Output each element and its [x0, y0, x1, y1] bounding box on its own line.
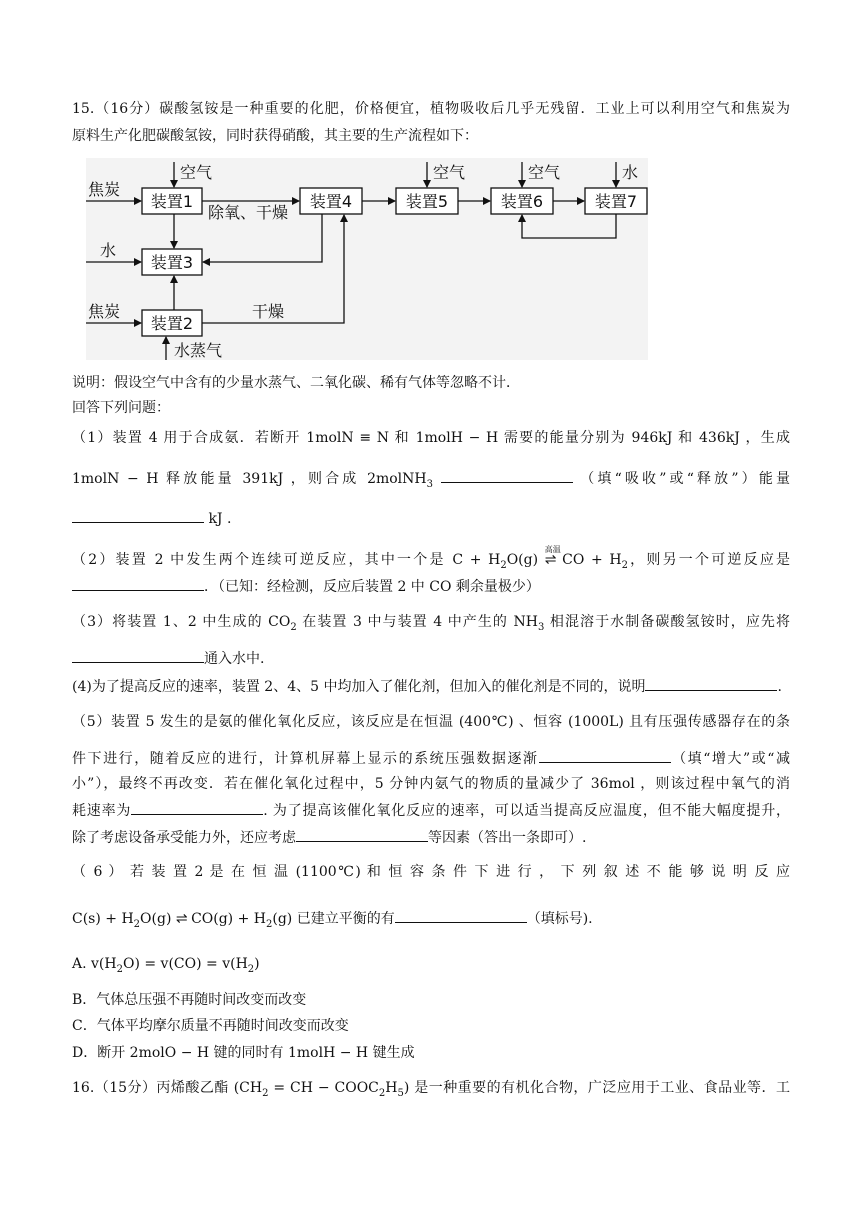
- label-device-6: 装置6: [500, 192, 544, 211]
- label-device-4: 装置4: [309, 192, 353, 211]
- production-flow-diagram: [86, 158, 648, 360]
- answer-blank-2[interactable]: [72, 576, 204, 591]
- q16-line-a: 16.（15分）丙烯酸乙酯 ($CH_2$ = CH − $COOC_2H_5$) 是一种重要的有机化合物，广泛应用于工业、食品业等．工: [72, 1080, 790, 1099]
- part-5-line-e: 除了考虑设备承受能力外，还应考虑 等因素（答出一条即可）.: [72, 827, 586, 848]
- reversible-arrow: ⇌: [175, 912, 187, 927]
- answer-blank-6[interactable]: [395, 908, 527, 923]
- part-6-line-a: （ 6 ） 若 装 置 2 是 在 恒 温 (1100℃) 和 恒 容 条 件 下 进 行 ， 下 列 叙 述 不 能 够 说 明 反 应: [72, 864, 790, 880]
- part-5-line-a: （5）装置 5 发生的是氨的催化氧化反应，该反应是在恒温 (400℃) 、恒容 (1000L) 且有压强传感器存在的条: [72, 714, 790, 730]
- q15-line-1: 15.（16分）碳酸氢铵是一种重要的化肥，价格便宜，植物吸收后几乎无残留．工业上可以利用空气和焦炭为: [72, 101, 790, 117]
- label-coke-1: 焦炭: [88, 180, 121, 199]
- label-device-2: 装置2: [150, 314, 194, 333]
- answer-blank-1b[interactable]: [72, 508, 204, 523]
- part-5-line-c: 小”），最终不再改变．若在催化氧化过程中，5 分钟内氨气的物质的量减少了 36mol ，则该过程中氧气的消: [72, 776, 790, 792]
- label-air-5: 空气: [433, 163, 466, 182]
- part-6-line-b: $C(s) + H_2O(g)$ ⇌ $CO(g) + H_2(g)$ 已建立平衡的有 （填标号).: [72, 908, 593, 935]
- label-steam: 水蒸气: [174, 341, 223, 360]
- answer-blank-5a[interactable]: [539, 748, 671, 763]
- label-device-7: 装置7: [594, 192, 638, 211]
- option-d[interactable]: D．断开 2molO − H 键的同时有 1molH − H 键生成: [72, 1045, 415, 1061]
- answer-blank-3[interactable]: [72, 648, 204, 663]
- label-device-1: 装置1: [150, 192, 194, 211]
- q15-line-2: 原料生产化肥碳酸氢铵，同时获得硝酸，其主要的生产流程如下：: [72, 128, 478, 144]
- part-3-line-b: 通入水中.: [72, 648, 264, 669]
- part-1-line-c: kJ .: [72, 508, 231, 529]
- part-5-line-d: 耗速率为 . 为了提高该催化氧化反应的速率，可以适当提高反应温度，但不能大幅度提升，: [72, 800, 790, 821]
- label-water-3: 水: [100, 241, 117, 260]
- label-coke-2: 焦炭: [88, 302, 121, 321]
- answer-blank-5b[interactable]: [131, 800, 263, 815]
- part-2-line-b: ．（已知：经检测，反应后装置 2 中 CO 剩余量极少）: [72, 576, 540, 597]
- label-dry: 干燥: [252, 302, 285, 321]
- intro: 回答下列问题：: [72, 400, 170, 416]
- label-device-3: 装置3: [150, 253, 194, 272]
- part-5-line-b: 件下进行，随着反应的进行，计算机屏幕上显示的系统压强数据逐渐 （填“增大”或“减: [72, 748, 790, 769]
- option-a[interactable]: A. $v(H_2O) = v(CO) = v(H_2)$: [72, 956, 260, 975]
- note: 说明：假设空气中含有的少量水蒸气、二氧化碳、稀有气体等忽略不计．: [72, 375, 520, 391]
- label-water-7: 水: [622, 163, 639, 182]
- label-air-1: 空气: [180, 163, 213, 182]
- reversible-arrow-high-temp: 高温 ⇌: [544, 545, 561, 568]
- answer-blank-1a[interactable]: [441, 468, 573, 483]
- label-deoxidize-dry: 除氧、干燥: [208, 203, 289, 222]
- part-3-line-a: （3）将装置 1、2 中生成的 $CO_2$ 在装置 3 中与装置 4 中产生的 $NH_3$ 相混溶于水制备碳酸氢铵时，应先将: [72, 614, 790, 633]
- label-air-6: 空气: [528, 163, 561, 182]
- answer-blank-4[interactable]: [645, 676, 777, 691]
- part-1-line-b: 1molN − H 释放能量 391kJ ，则合成 2molNH$_3$ （填“吸收”或“释放”）能量: [72, 468, 790, 495]
- label-device-5: 装置5: [405, 192, 449, 211]
- answer-blank-5c[interactable]: [296, 827, 428, 842]
- option-b[interactable]: B．气体总压强不再随时间改变而改变: [72, 992, 307, 1008]
- part-1-line-a: （1）装置 4 用于合成氨．若断开 1molN ≡ N 和 1molH − H 需要的能量分别为 946kJ 和 436kJ ，生成: [72, 430, 790, 446]
- part-4-line: (4)为了提高反应的速率，装置 2、4、5 中均加入了催化剂，但加入的催化剂是不同的，说明 .: [72, 676, 782, 697]
- option-c[interactable]: C．气体平均摩尔质量不再随时间改变而改变: [72, 1018, 349, 1034]
- part-2-line-a: （2）装置 2 中发生两个连续可逆反应，其中一个是 $C + H_2O(g)$ 高温 ⇌ CO + $H_2$，则另一个可逆反应是: [72, 545, 791, 571]
